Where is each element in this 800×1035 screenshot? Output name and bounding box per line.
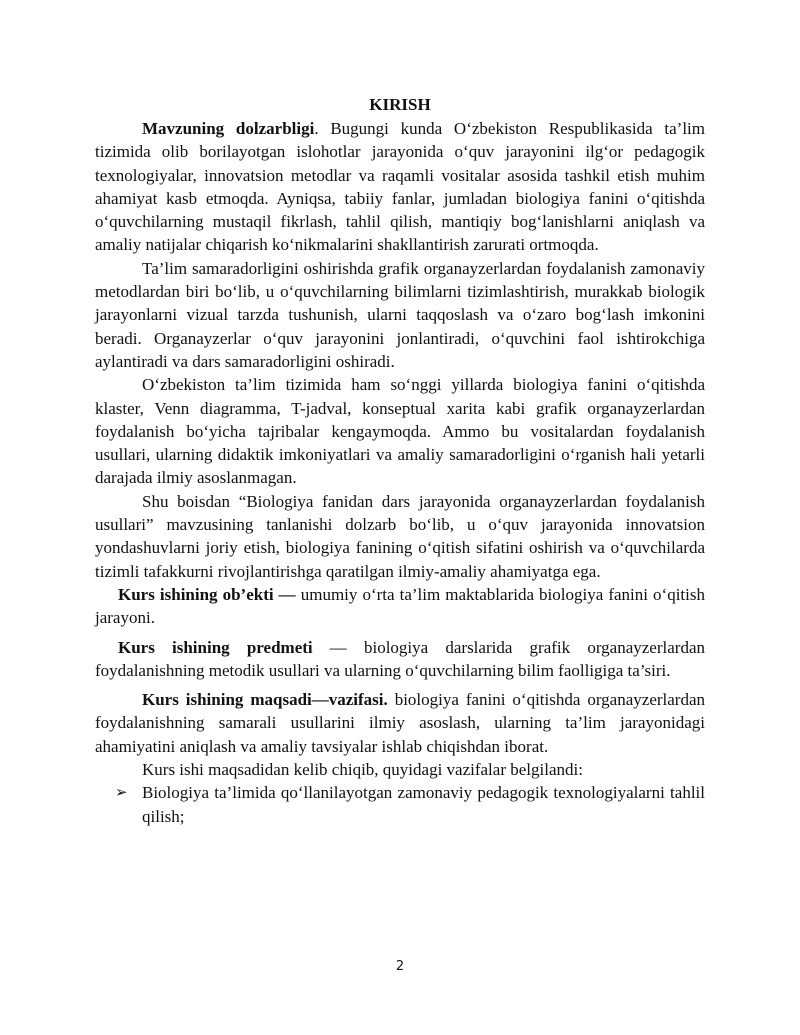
paragraph-topic-choice: Shu boisdan “Biologiya fanidan dars jarayonida organayzerlardan foydalanish usullari” mavzusining tanlanishi dolzarb bo‘lib, u o‘quv jarayonida innovatsion yondashuvlarni joriy etish, biologiya fanining o‘qitish sifatini oshirish va o‘quvchilarda tizimli tafakkurni rivojlantirishga qaratilgan ilmiy-amaliy ahamiyatga ega. [95,491,705,581]
paragraph-organizers: Ta’lim samaradorligini oshirishda grafik organayzerlardan foydalanish zamonaviy metodlardan biri bo‘lib, u o‘quvchilarning bilimlarni tizimlashtirish, murakkab biologik jarayonlarni vizual tarzda tushunish, ularni taqqoslash va o‘zaro bog‘lash imkonini beradi. Organayzerlar o‘quv jarayonini jonlantiradi, o‘quvchini faol ishtirokchiga aylantiradi va dars samaradorligini oshiradi. [95,258,705,371]
relevance-heading: Mavzuning dolzarbligi [142,119,315,138]
goal-text: biologiya fanini o‘qitishda organayzerlardan foydalanishning samarali usullarini ilmiy asoslash, ularning ta’lim jarayonidagi ahamiyatini aniqlash va amaliy tavsiyalar ishlab chiqishdan iborat. [95,690,705,756]
paragraph-uzbekistan: O‘zbekiston ta’lim tizimida ham so‘nggi yillarda biologiya fanini o‘qitishda klaster, Venn diagramma, T-jadval, konseptual xarita kabi grafik organayzerlardan foydalanish bo‘yicha tajribalar kengaymoqda. Ammo bu vositalardan foydalanish usullari, ularning didaktik imkoniyatlari va amaliy samaradorligini o‘rganish hali yetarli darajada ilmiy asoslanmagan. [95,375,705,488]
paragraph-relevance [95,117,705,257]
subject-text: — biologiya darslarida grafik organayzerlardan foydalanishning metodik usullari va ularning o‘quvchilarning bilim faolligiga ta’siri. [95,637,705,680]
document-body [95,117,705,828]
paragraph-tasks-intro: Kurs ishi maqsadidan kelib chiqib, quyidagi vazifalar belgilandi: [142,760,583,780]
object-heading: Kurs ishining ob’ekti — [118,584,296,604]
object-text: umumiy o‘rta ta’lim maktablarida biologiya fanini o‘qitish jarayoni. [95,584,705,628]
relevance-text: . Bugungi kunda O‘zbekiston Respublikasida ta’lim tizimida olib borilayotgan islohotlar jarayonida o‘quv jarayonini ilg‘or pedagogik texnologiyalar, innovatsion metodlar va raqamli vositalar asosida tashkil etish muhim ahamiyat kasb etmoqda. Ayniqsa, tabiiy fanlar, jumladan biologiya fanini o‘qitishda o‘quvchilarning mustaqil fikrlash, tahlil qilish, mantiqiy bog‘lanishlarni aniqlash va amaliy natijalar chiqarish ko‘nikmalarini shakllantirish zarurati ortmoqda. [95,119,705,255]
goal-heading: Kurs ishining maqsadi—vazifasi. [142,690,388,710]
paragraph-goal [95,688,705,758]
section-title: KIRISH [369,95,431,114]
page-number: 2 [395,959,405,974]
paragraph-object [95,583,705,630]
paragraph-subject [95,636,705,683]
task-list-item [95,781,705,828]
subject-heading: Kurs ishining predmeti [118,637,313,657]
task-text: Biologiya ta’limida qo‘llanilayotgan zamonaviy pedagogik texnologiyalarni tahlil qilish; [142,783,705,826]
arrow-bullet-icon: ➢ [115,783,128,802]
